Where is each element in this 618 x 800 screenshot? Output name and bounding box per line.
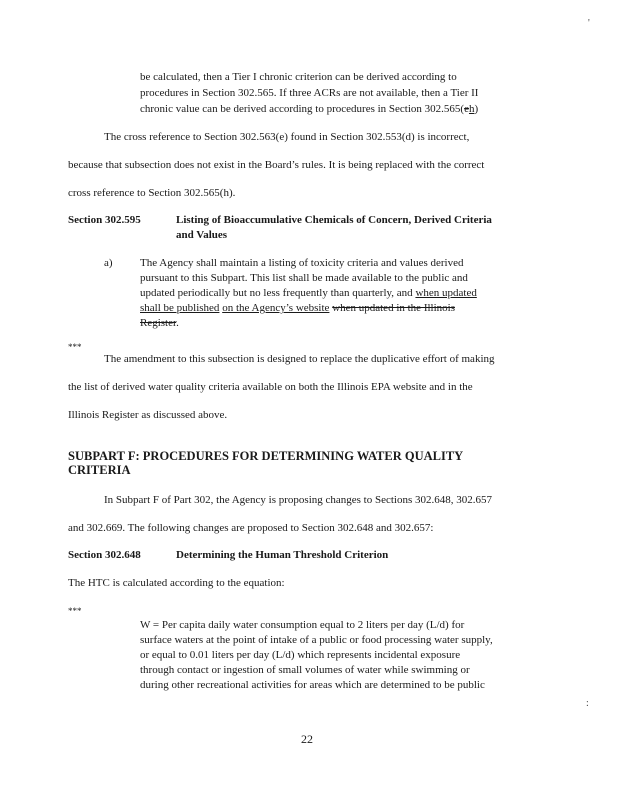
inserted-text: when updated: [415, 287, 477, 299]
section-title: Determining the Human Threshold Criterion: [176, 549, 389, 561]
section-number: Section 302.648: [68, 549, 141, 561]
page-number: 22: [301, 732, 313, 746]
rule-line: updated periodically but no less frequently than quarterly, and when updated: [140, 287, 477, 299]
rule-line: pursuant to this Subpart. This list shall be made available to the public and: [140, 272, 468, 284]
body-line: The amendment to this subsection is designed to replace the duplicative effort of making: [104, 353, 495, 365]
quote-line: be calculated, then a Tier I chronic criterion can be derived according to: [140, 71, 457, 83]
rule-line: [140, 301, 455, 315]
inserted-text: h: [468, 103, 475, 115]
section-title: Listing of Bioaccumulative Chemicals of Concern, Derived Criteria: [176, 214, 492, 226]
inserted-text: on the Agency’s website: [222, 302, 330, 314]
body-line: the list of derived water quality criteria available on both the Illinois EPA website and in the: [68, 381, 473, 393]
body-line: The cross reference to Section 302.563(e) found in Section 302.553(d) is incorrect,: [104, 131, 470, 143]
definition-line: or equal to 0.01 liters per day (L/d) which represents incidental exposure: [140, 649, 461, 661]
subpart-heading: CRITERIA: [68, 463, 131, 477]
scan-mark: ': [588, 18, 590, 29]
body-line: cross reference to Section 302.565(h).: [68, 187, 236, 199]
ellipsis: ***: [68, 606, 82, 616]
scan-mark: :: [586, 698, 589, 709]
definition-line: through contact or ingestion of small volumes of water while swimming or: [140, 664, 470, 676]
body-line: and 302.669. The following changes are proposed to Section 302.648 and 302.657:: [68, 522, 434, 534]
struck-text: e: [464, 103, 469, 115]
body-line: In Subpart F of Part 302, the Agency is proposing changes to Sections 302.648, 302.657: [104, 494, 493, 506]
rule-line: Register.: [140, 317, 179, 329]
item-label: a): [104, 257, 113, 269]
struck-text: when updated in the Illinois: [332, 302, 455, 314]
definition-line: during other recreational activities for areas which are determined to be public: [140, 679, 485, 691]
section-title: and Values: [176, 229, 228, 241]
inserted-text: shall be published: [140, 302, 220, 314]
rule-line: The Agency shall maintain a listing of toxicity criteria and values derived: [140, 257, 464, 269]
definition-line: surface waters at the point of intake of a public or food processing water supply,: [140, 634, 493, 646]
ellipsis: ***: [68, 342, 82, 352]
definition-line: W = Per capita daily water consumption equal to 2 liters per day (L/d) for: [140, 619, 465, 631]
quote-line: procedures in Section 302.565. If three ACRs are not available, then a Tier II: [140, 87, 479, 99]
section-number: Section 302.595: [68, 214, 141, 226]
struck-text: Register: [140, 317, 177, 329]
quote-line: chronic value can be derived according to procedures in Section 302.565(eh): [140, 103, 479, 115]
body-line: The HTC is calculated according to the equation:: [68, 577, 285, 589]
body-line: Illinois Register as discussed above.: [68, 409, 228, 421]
subpart-heading: SUBPART F: PROCEDURES FOR DETERMINING WATER QUALITY: [68, 449, 464, 463]
body-line: because that subsection does not exist in the Board’s rules. It is being replaced with the correct: [68, 159, 485, 171]
